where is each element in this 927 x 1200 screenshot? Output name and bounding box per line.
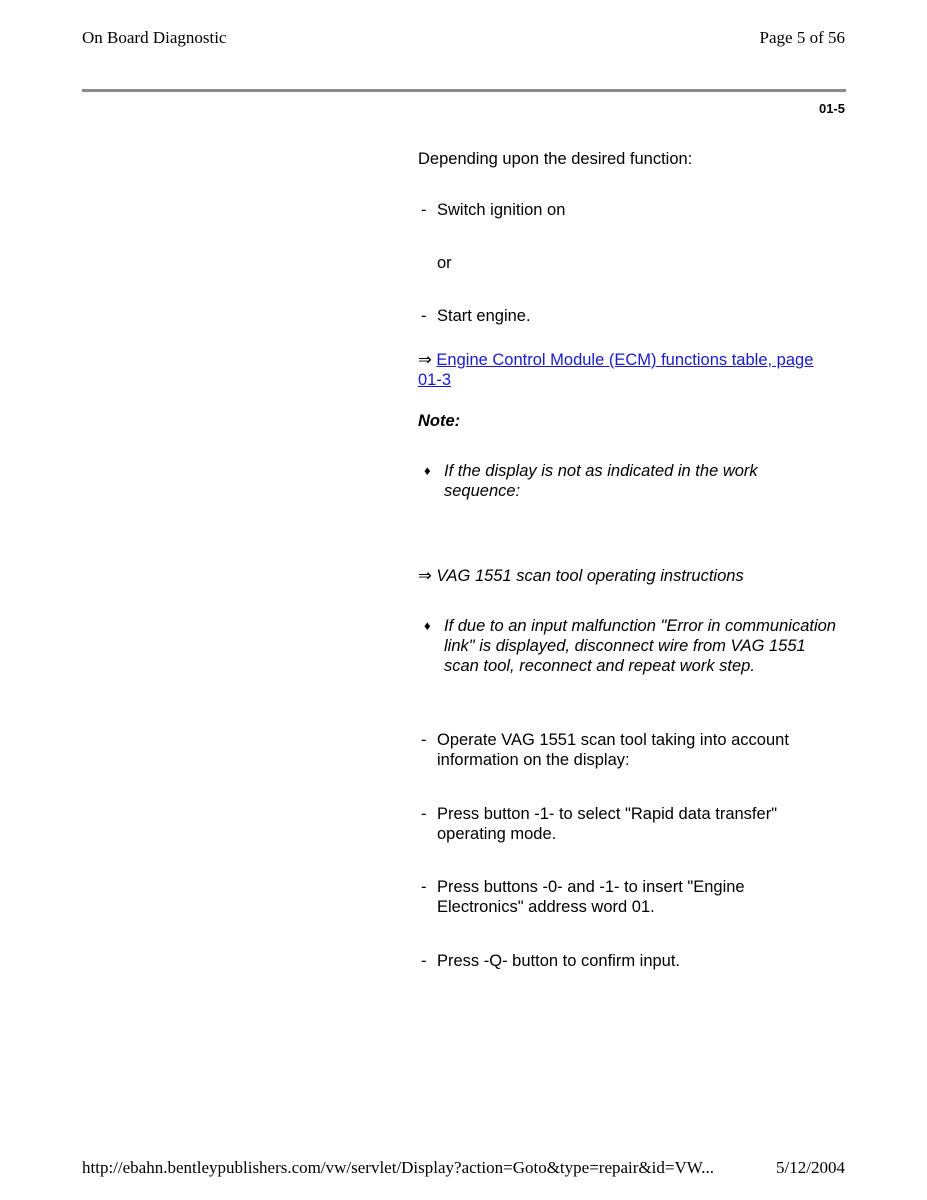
note-communication-error (418, 616, 844, 676)
reference-arrow-icon: ⇒ (418, 567, 432, 585)
ecm-reference (418, 350, 818, 390)
note-heading: Note: (418, 412, 461, 430)
dash-marker: - (421, 952, 427, 970)
step-text: Press buttons -0- and -1- to insert "Engine Electronics" address word 01. (437, 878, 745, 916)
or-text: or (437, 254, 452, 272)
step-start-engine (418, 306, 867, 326)
step-text: Press -Q- button to confirm input. (437, 952, 681, 970)
scan-tool-reference (418, 566, 848, 586)
step-press-q (418, 951, 867, 971)
intro-text: Depending upon the desired function: (418, 150, 693, 168)
diamond-bullet-icon: ♦ (424, 618, 431, 633)
dash-marker: - (421, 307, 427, 325)
step-press-button-1 (418, 804, 847, 844)
step-text: Operate VAG 1551 scan tool taking into account information on the display: (437, 731, 789, 769)
note-text: If the display is not as indicated in the work sequence: (444, 462, 758, 500)
note-display-mismatch (418, 461, 824, 501)
reference-text: VAG 1551 scan tool operating instructions (436, 567, 744, 585)
note-text: If due to an input malfunction "Error in communication link" is displayed, disconnect wire from VAG 1551 scan tool, reconnect and repeat work step. (444, 617, 836, 675)
dash-marker: - (421, 201, 427, 219)
document-title: On Board Diagnostic (82, 28, 227, 47)
step-text: Press button -1- to select "Rapid data transfer" operating mode. (437, 805, 778, 843)
page-indicator: Page 5 of 56 (759, 28, 845, 47)
dash-marker: - (421, 805, 427, 823)
step-text: Switch ignition on (437, 201, 566, 219)
page-code: 01-5 (818, 101, 845, 116)
step-press-buttons-0-1 (418, 877, 817, 917)
footer-url: http://ebahn.bentleypublishers.com/vw/servlet/Display?action=Goto&type=repair&id=VW... (82, 1158, 714, 1177)
dash-marker: - (421, 731, 427, 749)
diamond-bullet-icon: ♦ (424, 463, 431, 478)
step-text: Start engine. (437, 307, 531, 325)
reference-arrow-icon: ⇒ (418, 351, 432, 369)
dash-marker: - (421, 878, 427, 896)
ecm-functions-table-link[interactable]: Engine Control Module (ECM) functions table, page 01-3 (418, 351, 814, 389)
header-divider (82, 89, 846, 92)
step-operate-scan-tool (418, 730, 847, 770)
step-ignition (418, 200, 867, 220)
footer-date: 5/12/2004 (776, 1158, 845, 1177)
